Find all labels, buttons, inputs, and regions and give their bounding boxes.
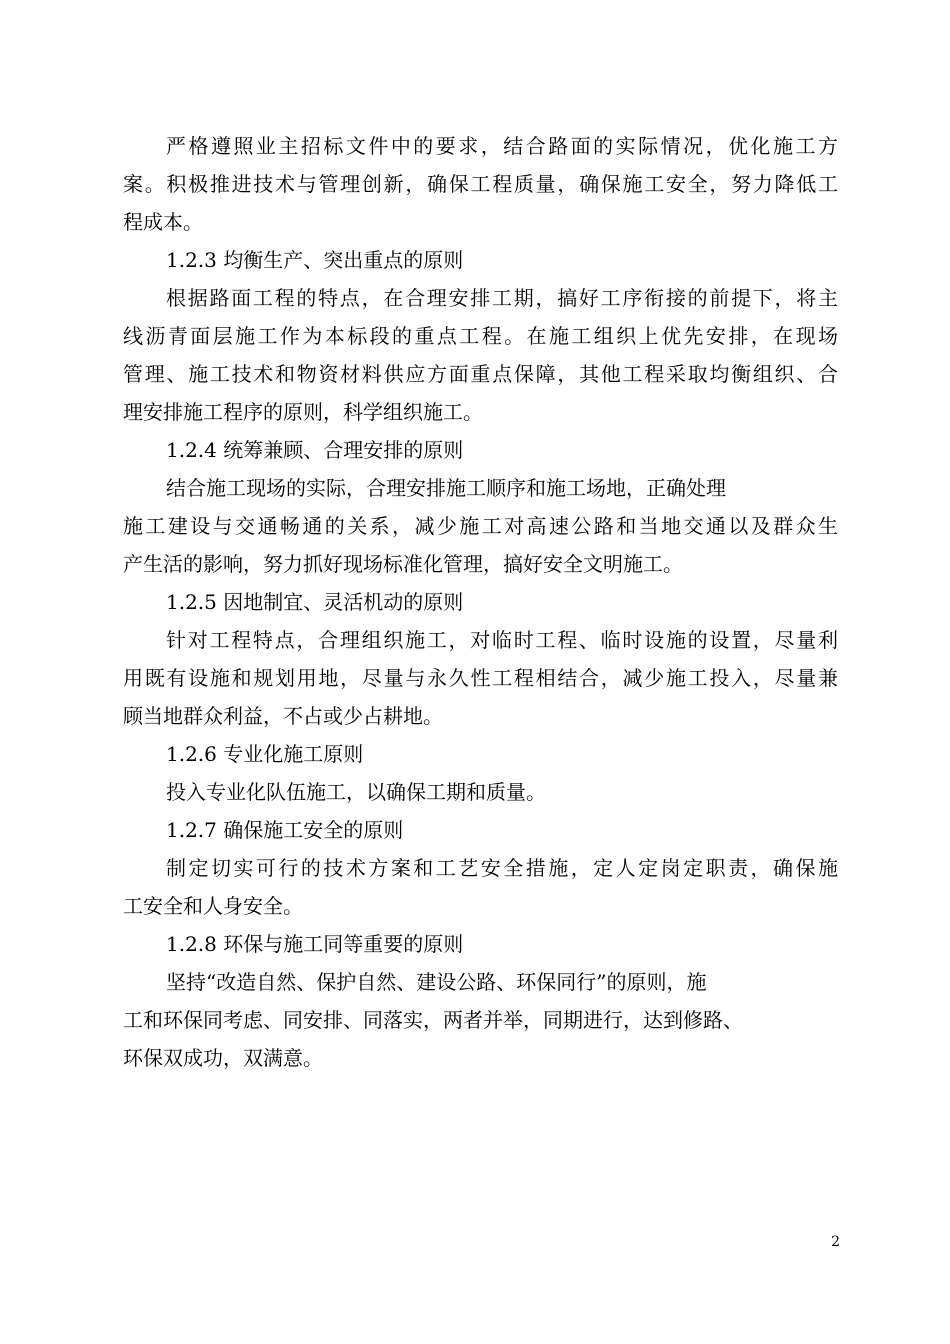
section-heading: 1.2.6 专业化施工原则	[166, 742, 364, 766]
text-line: 针对工程特点，合理组织施工，对临时工程、临时设施的设置，尽量利	[166, 628, 838, 652]
text-line: 工安全和人身安全。	[123, 894, 303, 918]
text-line: 产生活的影响，努力抓好现场标准化管理，搞好安全文明施工。	[123, 552, 683, 576]
text-line: 投入专业化队伍施工，以确保工期和质量。	[166, 780, 546, 804]
text-line: 程成本。	[123, 210, 203, 234]
text-line: 环保双成功，双满意。	[123, 1046, 323, 1070]
section-heading: 1.2.7 确保施工安全的原则	[166, 818, 404, 842]
section-heading: 1.2.4 统筹兼顾、合理安排的原则	[166, 438, 464, 462]
text-line: 施工建设与交通畅通的关系，减少施工对高速公路和当地交通以及群众生	[123, 514, 838, 538]
text-line: 严格遵照业主招标文件中的要求，结合路面的实际情况，优化施工方	[166, 134, 838, 158]
text-line: 用既有设施和规划用地，尽量与永久性工程相结合，减少施工投入，尽量兼	[123, 666, 838, 690]
text-line: 理安排施工程序的原则，科学组织施工。	[123, 400, 483, 424]
text-line: 线沥青面层施工作为本标段的重点工程。在施工组织上优先安排，在现场	[123, 324, 838, 348]
page-number: 2	[831, 1234, 840, 1250]
section-heading: 1.2.5 因地制宜、灵活机动的原则	[166, 590, 464, 614]
text-line: 案。积极推进技术与管理创新，确保工程质量，确保施工安全，努力降低工	[123, 172, 838, 196]
text-line: 工和环保同考虑、同安排、同落实，两者并举，同期进行，达到修路、	[123, 1008, 743, 1032]
text-line: 制定切实可行的技术方案和工艺安全措施，定人定岗定职责，确保施	[166, 856, 838, 880]
text-line: 结合施工现场的实际，合理安排施工顺序和施工场地，正确处理	[166, 476, 726, 500]
section-heading: 1.2.3 均衡生产、突出重点的原则	[166, 248, 464, 272]
text-line: 管理、施工技术和物资材料供应方面重点保障，其他工程采取均衡组织、合	[123, 362, 838, 386]
text-line: 根据路面工程的特点，在合理安排工期，搞好工序衔接的前提下，将主	[166, 286, 838, 310]
text-line: 坚持“改造自然、保护自然、建设公路、环保同行”的原则，施	[166, 970, 707, 994]
text-line: 顾当地群众利益，不占或少占耕地。	[123, 704, 443, 728]
section-heading: 1.2.8 环保与施工同等重要的原则	[166, 932, 464, 956]
